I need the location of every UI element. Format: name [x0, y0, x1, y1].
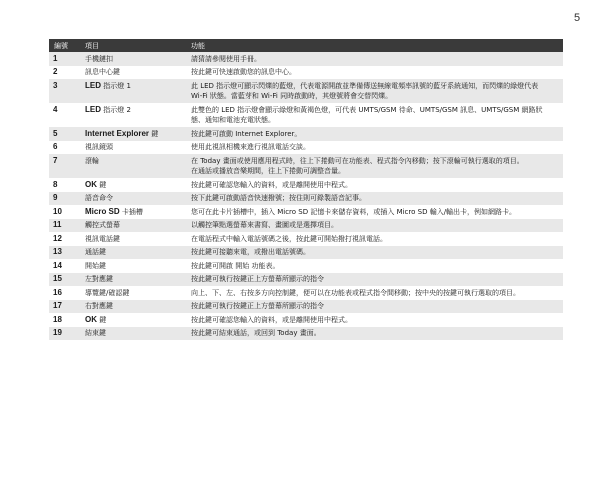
- row-number: 15: [49, 273, 80, 287]
- table-row: [49, 103, 563, 127]
- item-name: 觸控式螢幕: [85, 221, 120, 229]
- row-function: 向上、下、左、右按多方向控制鍵，便可以在功能表或程式指令間移動；按中央的按鍵可執行選取的項目。: [186, 286, 563, 300]
- table-body: [49, 52, 563, 340]
- item-name-bold: LED: [85, 104, 101, 114]
- row-number: 13: [49, 246, 80, 260]
- table-row: [49, 205, 563, 219]
- row-function: 使用此視訊相機來進行視訊電話交談。: [186, 141, 563, 155]
- item-name-bold: OK: [85, 179, 97, 189]
- row-item: [80, 192, 186, 206]
- row-number: 11: [49, 219, 80, 233]
- row-number: 18: [49, 313, 80, 327]
- row-number: 16: [49, 286, 80, 300]
- item-name: 鍵: [149, 129, 159, 138]
- table-row: [49, 273, 563, 287]
- item-name: 視訊電話鍵: [85, 234, 120, 243]
- table-row: [49, 219, 563, 233]
- item-name: 鍵: [97, 315, 107, 324]
- row-item: [80, 154, 186, 178]
- item-name: 視訊鏡頭: [85, 143, 113, 151]
- table-row: [49, 178, 563, 192]
- row-item: [80, 205, 186, 219]
- row-item: [80, 178, 186, 192]
- row-item: [80, 286, 186, 300]
- table-row: [49, 192, 563, 206]
- row-function: 您可在此卡片插槽中，插入 Micro SD 記憶卡來儲存資料，或插入 Micro SD 輸入/輸出卡，例如網路卡。: [186, 205, 563, 219]
- row-number: 7: [49, 154, 80, 178]
- table-row: [49, 79, 563, 103]
- row-function: 按此鍵可開啟 開始 功能表。: [186, 259, 563, 273]
- item-name-bold: LED: [85, 80, 101, 90]
- row-item: [80, 141, 186, 155]
- row-item: [80, 219, 186, 233]
- table-row: [49, 52, 563, 66]
- table-row: [49, 286, 563, 300]
- item-name: 手機鏈扣: [85, 54, 113, 63]
- item-name-bold: Micro SD: [85, 206, 120, 216]
- item-name: 鍵: [97, 180, 107, 189]
- table-row: [49, 127, 563, 141]
- table-row: [49, 327, 563, 341]
- row-number: 5: [49, 127, 80, 141]
- row-function: 按此鍵可執行按鍵正上方螢幕所顯示的指令: [186, 273, 563, 287]
- row-number: 2: [49, 66, 80, 80]
- table-row: [49, 141, 563, 155]
- row-function: 以觸控筆點選螢幕來書寫、畫圖或是選擇項目。: [186, 219, 563, 233]
- row-item: [80, 66, 186, 80]
- page-number: 5: [574, 12, 581, 24]
- row-number: 17: [49, 300, 80, 314]
- row-item: [80, 246, 186, 260]
- row-item: [80, 52, 186, 66]
- row-item: [80, 259, 186, 273]
- row-number: 6: [49, 141, 80, 155]
- row-function: 按此鍵可確認您輸入的資料，或是離開使用中程式。: [186, 313, 563, 327]
- row-number: 19: [49, 327, 80, 341]
- row-item: [80, 273, 186, 287]
- row-number: 3: [49, 79, 80, 103]
- row-number: 12: [49, 232, 80, 246]
- table-header: [49, 39, 563, 52]
- row-item: [80, 300, 186, 314]
- item-name: 右對應鍵: [85, 302, 113, 310]
- item-name: 結束鍵: [85, 329, 106, 337]
- item-name: 指示燈 1: [101, 81, 131, 90]
- item-name-bold: OK: [85, 314, 97, 324]
- row-number: 14: [49, 259, 80, 273]
- device-parts-table: [49, 39, 563, 340]
- row-function: 按此鍵可接聽來電，或撥出電話號碼。: [186, 246, 563, 260]
- item-name: 開始鍵: [85, 261, 106, 270]
- row-function: 按此鍵可快速啟動您的訊息中心。: [186, 66, 563, 80]
- table-row: [49, 259, 563, 273]
- row-number: 4: [49, 103, 80, 127]
- item-name: 滾輪: [85, 156, 99, 165]
- item-name-bold: Internet Explorer: [85, 128, 150, 138]
- item-name: 指示燈 2: [101, 105, 131, 114]
- row-item: [80, 232, 186, 246]
- row-function: 按此鍵可結束通話，或回到 Today 畫面。: [186, 327, 563, 341]
- row-function: 按此鍵可確認您輸入的資料，或是離開使用中程式。: [186, 178, 563, 192]
- table-row: [49, 154, 563, 178]
- row-item: [80, 313, 186, 327]
- row-function: 請猜請參閱使用手冊。: [186, 52, 563, 66]
- row-function: 此 LED 指示燈可顯示閃爍的藍燈，代表電源開啟並準備傳送無線電頻率訊號的藍牙系統通知，而閃爍的綠燈代表 Wi-Fi 狀態。當藍芽和 Wi-Fi 同時啟動時，其燈號將會交替閃爍。: [186, 79, 563, 103]
- header-item: 項目: [80, 39, 186, 52]
- item-name: 語音命令: [85, 194, 113, 202]
- row-function: 按此鍵可啟動 Internet Explorer。: [186, 127, 563, 141]
- item-name: 通話鍵: [85, 248, 106, 256]
- table-row: [49, 300, 563, 314]
- table-row: [49, 313, 563, 327]
- row-number: 9: [49, 192, 80, 206]
- row-function: 按此鍵可執行按鍵正上方螢幕所顯示的指令: [186, 300, 563, 314]
- item-name: 卡插槽: [119, 207, 143, 216]
- row-function: 此雙色的 LED 指示燈會顯示綠燈和黃褐色燈，可代表 UMTS/GSM 待命、UMTS/GSM 訊息、UMTS/GSM 網路狀態、通知和電池充電狀態。: [186, 103, 563, 127]
- row-function: 在 Today 畫面或使用應用程式時，往上下捲動可在功能表、程式指令內移動；按下滾輪可執行選取的項目。 在通話或播放音樂期間，往上下捲動可調整音量。: [186, 154, 563, 178]
- table-row: [49, 246, 563, 260]
- row-item: [80, 79, 186, 103]
- row-function: 在電話程式中輸入電話號碼之後，按此鍵可開始撥打視訊電話。: [186, 232, 563, 246]
- header-function: 功能: [186, 39, 563, 52]
- item-name: 導覽鍵/確認鍵: [85, 288, 130, 297]
- row-item: [80, 327, 186, 341]
- row-number: 1: [49, 52, 80, 66]
- row-function: 按下此鍵可啟動語音快速撥號；按住則可錄製語音記事。: [186, 192, 563, 206]
- row-item: [80, 103, 186, 127]
- row-number: 10: [49, 205, 80, 219]
- row-number: 8: [49, 178, 80, 192]
- table-row: [49, 66, 563, 80]
- row-item: [80, 127, 186, 141]
- header-no: 編號: [49, 39, 80, 52]
- item-name: 左對應鍵: [85, 275, 113, 283]
- item-name: 訊息中心鍵: [85, 68, 120, 76]
- table-row: [49, 232, 563, 246]
